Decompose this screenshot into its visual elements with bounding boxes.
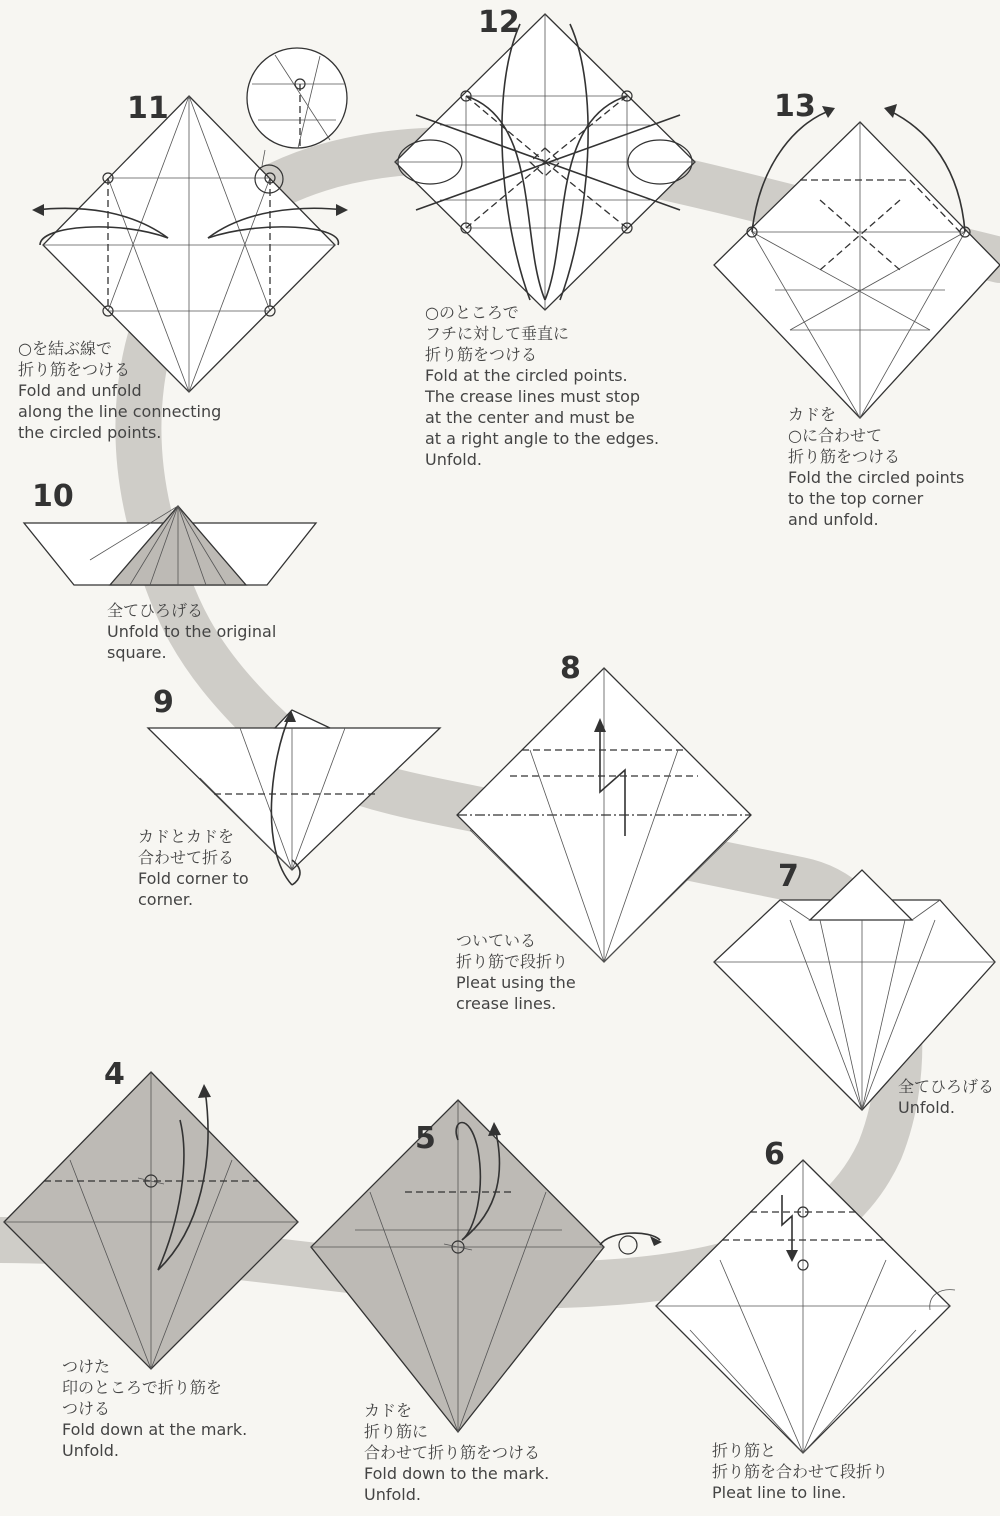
caption-en-line: at the center and must be	[425, 408, 635, 427]
caption-en-line: to the top corner	[788, 489, 924, 508]
step-number-12: 12	[478, 5, 520, 40]
caption-jp-line: 合わせて折る	[138, 848, 235, 867]
step-5-figure	[311, 1100, 604, 1432]
step-number-8: 8	[560, 651, 581, 686]
caption-jp-line: 印のところで折り筋を	[62, 1378, 222, 1397]
caption-jp-line: つける	[62, 1399, 111, 1418]
caption-jp-line: 全てひろげる	[898, 1077, 995, 1096]
step-7-figure	[714, 870, 995, 1110]
step-number-13: 13	[774, 89, 816, 124]
caption-en-line: the circled points.	[18, 423, 162, 442]
step-number-4: 4	[104, 1057, 125, 1092]
caption-jp-line: つけた	[62, 1357, 111, 1376]
caption-en-line: square.	[107, 643, 167, 662]
step-13-figure	[714, 104, 1000, 418]
caption-en-line: Fold and unfold	[18, 381, 142, 400]
caption-jp-line: カドを	[788, 405, 837, 424]
step-10-figure	[24, 506, 316, 585]
caption-jp-line: ついている	[456, 931, 537, 950]
caption-jp-line: 合わせて折り筋をつける	[364, 1443, 541, 1462]
caption-jp-line: 折り筋を合わせて段折り	[712, 1462, 889, 1481]
step-7-caption	[898, 1076, 994, 1118]
step-number-5: 5	[415, 1121, 436, 1156]
caption-en-line: Unfold.	[898, 1098, 955, 1117]
caption-en-line: at a right angle to the edges.	[425, 429, 660, 448]
caption-en-line: Unfold to the original	[107, 622, 277, 641]
caption-en-line: Pleat using the	[456, 973, 576, 992]
caption-en-line: The crease lines must stop	[425, 387, 641, 406]
step-11-caption	[18, 338, 221, 443]
step-9-caption	[138, 826, 249, 910]
step-8-caption	[456, 930, 576, 1014]
caption-en-line: and unfold.	[788, 510, 879, 529]
step-4-figure	[4, 1072, 298, 1369]
step-10-caption	[107, 600, 276, 663]
caption-en-line: Unfold.	[425, 450, 482, 469]
caption-jp-line: フチに対して垂直に	[425, 324, 570, 343]
step-number-9: 9	[153, 685, 174, 720]
caption-jp-line: 折り筋で段折り	[456, 952, 569, 971]
step-6-caption	[712, 1440, 888, 1503]
caption-en-line: Fold down at the mark.	[62, 1420, 248, 1439]
caption-en-line: Unfold.	[62, 1441, 119, 1460]
caption-en-line: corner.	[138, 890, 194, 909]
caption-jp-line: ○のところで	[425, 303, 519, 322]
step-4-caption	[62, 1356, 247, 1461]
caption-en-line: Fold at the circled points.	[425, 366, 628, 385]
caption-jp-line: 全てひろげる	[107, 601, 204, 620]
step-12-figure	[395, 14, 695, 310]
caption-jp-line: カドを	[364, 1401, 413, 1420]
caption-en-line: crease lines.	[456, 994, 557, 1013]
step-number-6: 6	[764, 1137, 785, 1172]
step-6-figure	[656, 1160, 955, 1453]
caption-jp-line: 折り筋をつける	[788, 447, 901, 466]
caption-jp-line: ○を結ぶ線で	[18, 339, 112, 358]
step-number-7: 7	[778, 859, 799, 894]
caption-jp-line: 折り筋と	[712, 1441, 777, 1460]
caption-jp-line: 折り筋に	[364, 1422, 429, 1441]
step-12-caption	[425, 302, 659, 470]
caption-en-line: Fold corner to	[138, 869, 249, 888]
turn-over-icon	[600, 1233, 662, 1254]
step-number-10: 10	[32, 479, 74, 514]
caption-en-line: Pleat line to line.	[712, 1483, 847, 1502]
step-5-caption	[364, 1400, 549, 1505]
caption-en-line: Fold down to the mark.	[364, 1464, 550, 1483]
caption-jp-line: 折り筋をつける	[18, 360, 131, 379]
step-13-caption	[788, 404, 964, 530]
step-number-11: 11	[127, 91, 169, 126]
caption-jp-line: カドとカドを	[138, 827, 235, 846]
caption-en-line: Fold the circled points	[788, 468, 965, 487]
caption-jp-line: 折り筋をつける	[425, 345, 538, 364]
step-8-figure	[457, 668, 751, 962]
caption-en-line: along the line connecting	[18, 402, 222, 421]
caption-jp-line: ○に合わせて	[788, 426, 882, 445]
caption-en-line: Unfold.	[364, 1485, 421, 1504]
